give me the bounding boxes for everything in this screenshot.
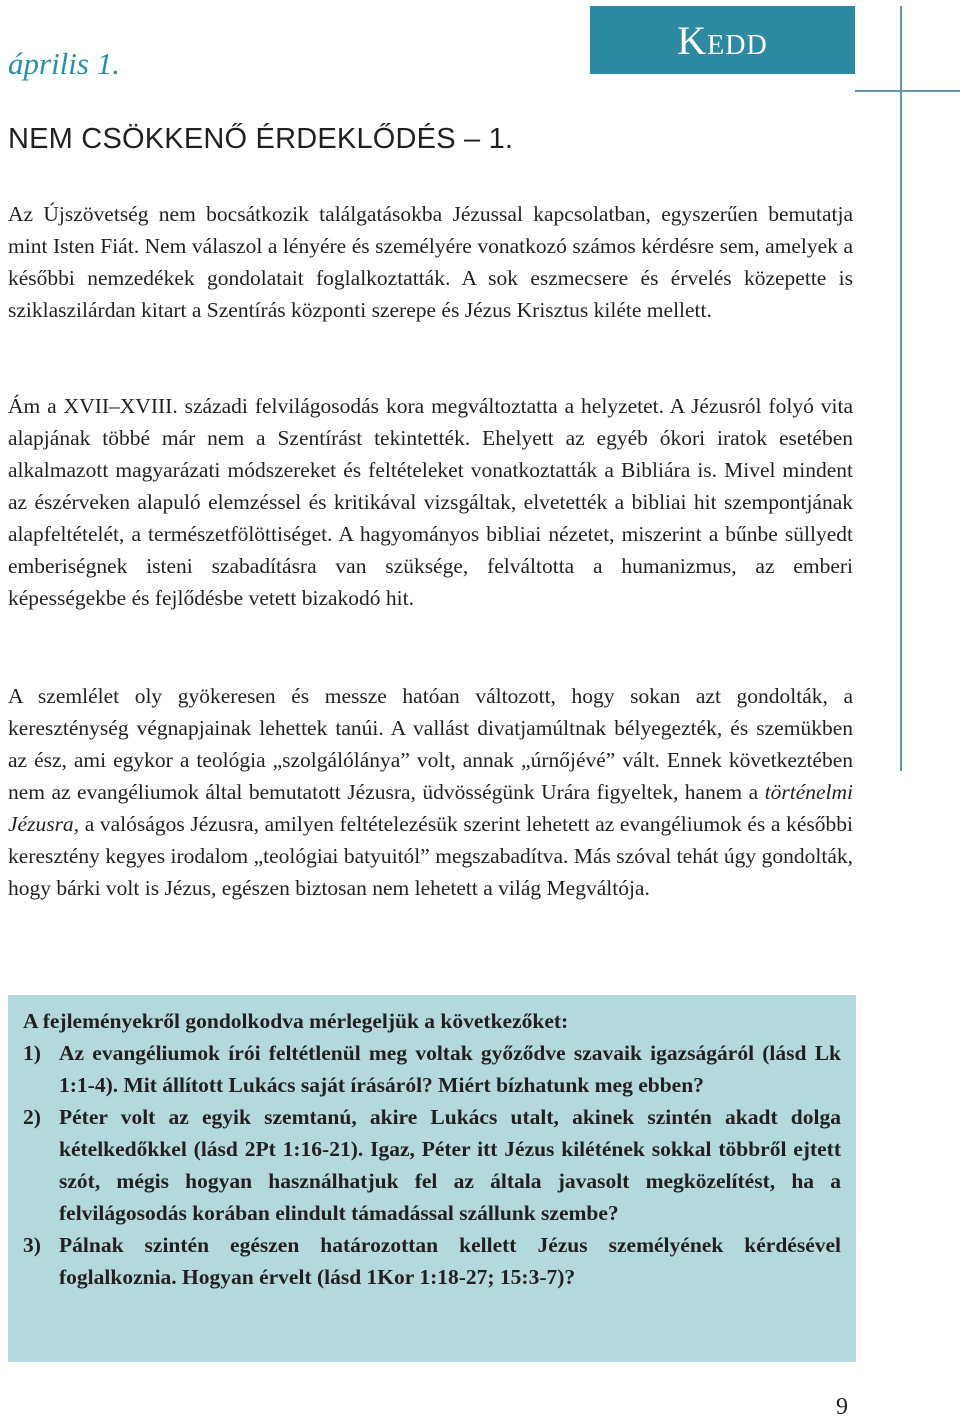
margin-rule-vertical [900, 6, 902, 771]
day-label: Kedd [677, 17, 768, 63]
question-item [23, 1229, 841, 1293]
margin-rule-horizontal [855, 90, 960, 92]
paragraph-2: Ám a XVII–XVIII. századi felvilágosodás kora megváltoztatta a helyzetet. A Jézusról folyó vita alapjának többé már nem a Szentírást tekintették. Ehelyett az egyéb ókori iratok esetében alkalmazott magyarázati módszereket és feltételeket vonatkoztatták a Bibliára is. Mivel mindent az észérveken alapuló elemzéssel és kritikával vizsgáltak, elvetették a bibliai hit szempontjának alapfeltételét, a természetfölöttiséget. A hagyományos bibliai nézetet, miszerint a bűnbe süllyedt emberiségnek isteni szabadításra van szüksége, felváltotta a humanizmus, az emberi képességekbe és fejlődésbe vetett bizakodó hit. [8, 394, 853, 610]
paragraph-3-part-1: A szemlélet oly gyökeresen és messze hatóan változott, hogy sokan azt gondolták, a kereszténység végnapjainak lehettek tanúi. A vallást divatjamúltnak bélyegezték, és szemükben az ész, ami egykor a teológia „szolgálólánya” volt, annak „úrnőjévé” vált. Ennek következtében nem az evangéliumok által bemutatott Jézusra, üdvösségünk Urára figyeltek, hanem a [8, 684, 853, 804]
question-intro: A fejleményekről gondolkodva mérlegeljük a következőket: [23, 1009, 569, 1033]
paragraph-1: Az Újszövetség nem bocsátkozik találgatásokba Jézussal kapcsolatban, egyszerűen bemutatja mint Isten Fiát. Nem válaszol a lényére és személyére vonatkozó számos kérdésre sem, amelyek a későbbi nemzedékek gondolatait foglalkoztatták. A sok eszmecsere és érvelés közepette is sziklaszilárdan kitart a Szentírás központi szerepe és Jézus Krisztus kiléte mellett. [8, 202, 853, 322]
page-number: 9 [836, 1394, 848, 1420]
question-text: Pálnak szintén egészen határozottan kellett Jézus személyének kérdésével foglalkoznia. Hogyan érvelt (lásd 1Kor 1:18-27; 15:3-7)? [59, 1233, 841, 1289]
date-label: április 1. [8, 46, 120, 81]
question-number: 3) [23, 1233, 41, 1257]
paragraph-3-part-2: a valóságos Jézusra, amilyen feltételezésük szerint lehetett az evangéliumok és a későbbi keresztény kegyes irodalom „teológiai batyuitól” megszabadítva. Más szóval tehát úgy gondolták, hogy bárki volt is Jézus, egészen biztosan nem lehetett a világ Megváltója. [8, 812, 853, 900]
question-list [23, 1037, 841, 1293]
question-number: 1) [23, 1041, 41, 1065]
question-item [23, 1101, 841, 1229]
day-banner [590, 6, 855, 74]
question-number: 2) [23, 1105, 41, 1129]
lesson-title: NEM CSÖKKENŐ ÉRDEKLŐDÉS – 1. [8, 123, 514, 155]
question-item [23, 1037, 841, 1101]
question-text: Az evangéliumok írói feltétlenül meg voltak győződve szavaik igazságáról (lásd Lk 1:1-4). Mit állított Lukács saját írásáról? Miért bízhatunk meg ebben? [59, 1041, 841, 1097]
question-text: Péter volt az egyik szemtanú, akire Lukács utalt, akinek szintén akadt dolga kételkedőkkel (lásd 2Pt 1:16-21). Igaz, Péter itt Jézus kilétének sokkal többről ejtett szót, mégis hogyan használhatjuk fel az általa javasolt megközelítést, ha a felvilágosodás korában elindult támadással szállunk szembe? [59, 1105, 841, 1225]
question-box [8, 995, 856, 1362]
paragraph-3 [8, 680, 853, 904]
paragraph-3-italic: történelmi Jézusra, [8, 780, 853, 836]
